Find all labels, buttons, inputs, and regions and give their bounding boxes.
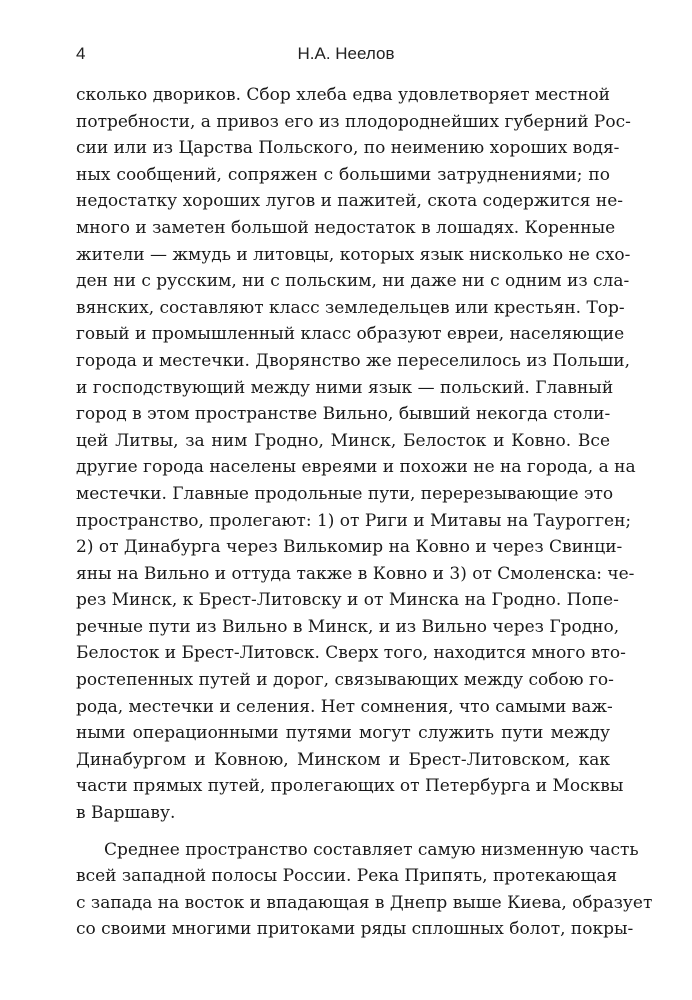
text-line: сии или из Царства Польского, по неимению хороших водя-	[76, 138, 620, 159]
text-line: и господствующий между ними язык — польский. Главный	[76, 377, 614, 398]
text-line: вянских, составляют класс земледельцев или крестьян. Тор-	[76, 297, 625, 318]
text-line: Динабургом и Ковною, Минском и Брест-Литовском, как	[76, 749, 610, 770]
text-line: город в этом пространстве Вильно, бывший некогда столи-	[76, 404, 611, 425]
text-line: говый и промышленный класс образуют евреи, населяющие	[76, 324, 625, 345]
paragraph	[76, 82, 636, 827]
text-line: 2) от Динабурга через Вилькомир на Ковно и через Свинци-	[76, 537, 623, 558]
text-line: ростепенных путей и дорог, связывающих между собою го-	[76, 670, 614, 691]
text-line: потребности, а привоз его из плодороднейших губерний Рос-	[76, 111, 631, 132]
text-line: сколько двориков. Сбор хлеба едва удовлетворяет местной	[76, 85, 610, 105]
text-line: жители — жмудь и литовцы, которых язык нисколько не схо-	[76, 244, 631, 265]
text-line: цей Литвы, за ним Гродно, Минск, Белосток и Ковно. Все	[76, 430, 610, 451]
page-header	[76, 44, 616, 70]
text-line: местечки. Главные продольные пути, перерезывающие это	[76, 483, 614, 504]
text-line: другие города населены евреями и похожи не на города, а на	[76, 457, 636, 478]
text-line: недостатку хороших лугов и пажитей, скота содержится не-	[76, 191, 623, 212]
text-line: рода, местечки и селения. Нет сомнения, что самыми важ-	[76, 696, 613, 717]
text-line: со своими многими притоками ряды сплошных болот, покры-	[76, 919, 634, 940]
text-line: ных сообщений, сопряжен с большими затруднениями; по	[76, 164, 610, 185]
text-line: ден ни с русским, ни с польским, ни даже ни с одним из сла-	[76, 271, 630, 292]
text-line: в Варшаву.	[76, 803, 176, 824]
page-number: 4	[76, 44, 86, 63]
text-line: пространство, пролегают: 1) от Риги и Митавы на Таурогген;	[76, 510, 632, 531]
body-text	[76, 82, 653, 943]
text-line: Белосток и Брест-Литовск. Сверх того, находится много вто-	[76, 643, 626, 664]
running-head-author: Н.А. Неелов	[297, 44, 395, 63]
text-line: Среднее пространство составляет самую низменную часть	[104, 839, 639, 860]
text-line: рез Минск, к Брест-Литовску и от Минска на Гродно. Попе-	[76, 590, 619, 611]
text-line: речные пути из Вильно в Минск, и из Вильно через Гродно,	[76, 616, 620, 637]
text-line: всей западной полосы России. Река Припять, протекающая	[76, 866, 618, 887]
text-line: яны на Вильно и оттуда также в Ковно и 3) от Смоленска: че-	[76, 563, 635, 584]
text-line: ными операционными путями могут служить пути между	[76, 723, 610, 744]
text-line: много и заметен большой недостаток в лошадях. Коренные	[76, 217, 616, 238]
text-line: части прямых путей, пролегающих от Петербурга и Москвы	[76, 776, 624, 797]
text-line: с запада на восток и впадающая в Днепр выше Киева, образует	[76, 892, 653, 913]
paragraph-spacer	[76, 827, 610, 837]
paragraph	[76, 837, 653, 943]
text-line: города и местечки. Дворянство же переселилось из Польши,	[76, 350, 630, 371]
